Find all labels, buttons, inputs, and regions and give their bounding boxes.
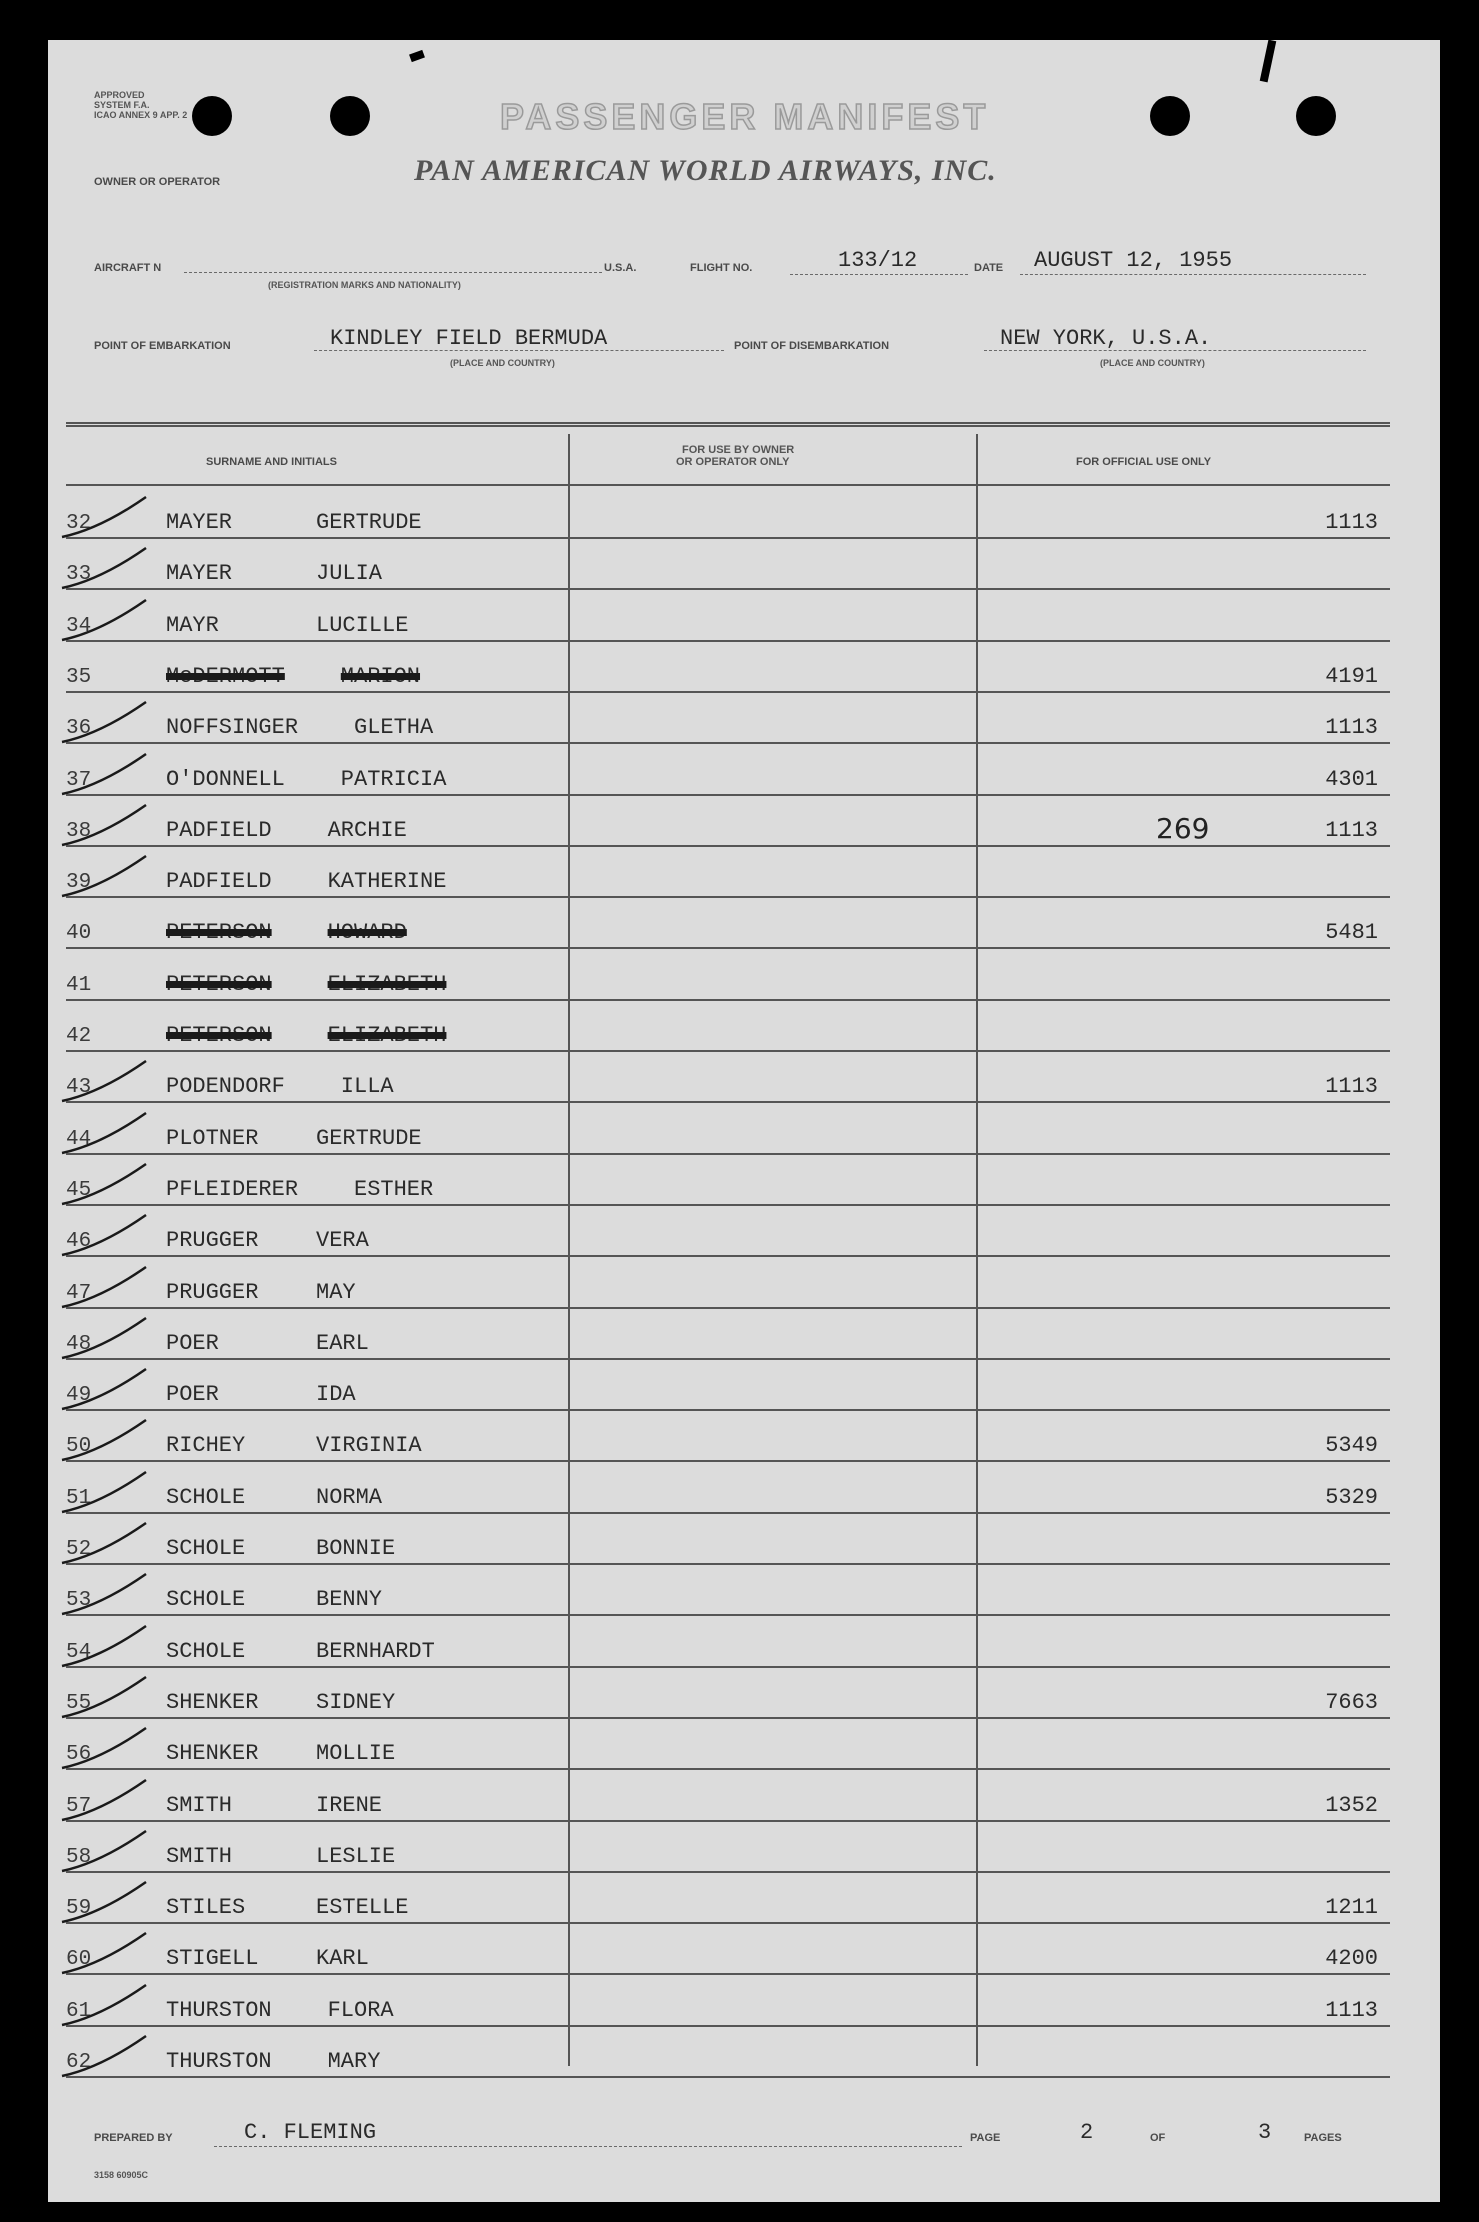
passenger-surname: SCHOLE <box>166 1638 246 1664</box>
row-number: 36 <box>66 717 92 741</box>
row-number: 38 <box>66 819 92 843</box>
row-number: 44 <box>66 1127 92 1151</box>
flight-number: 133/12 <box>838 248 918 273</box>
passenger-given-name: EARL <box>316 1330 369 1356</box>
passenger-surname: SHENKER <box>166 1689 259 1715</box>
passenger-surname: O'DONNELL <box>166 766 285 792</box>
row-number: 45 <box>66 1178 92 1202</box>
prepared-by: C. FLEMING <box>244 2120 377 2145</box>
table-row <box>66 693 1390 744</box>
passenger-surname: POER <box>166 1382 219 1408</box>
row-number: 34 <box>66 614 92 638</box>
table-row <box>66 950 1390 1001</box>
form-title: PASSENGER MANIFEST <box>500 96 990 137</box>
table-row <box>66 1873 1390 1924</box>
official-code: 4200 <box>1325 1946 1378 1972</box>
owner-label: OWNER OR OPERATOR <box>94 176 221 188</box>
table-row <box>66 1206 1390 1257</box>
table-row <box>66 1976 1390 2027</box>
col-header-owner-2: OR OPERATOR ONLY <box>676 456 790 468</box>
passenger-surname: SCHOLE <box>166 1536 246 1561</box>
check-mark-icon <box>60 1312 150 1362</box>
pages-label: PAGES <box>1304 2132 1342 2144</box>
check-mark-icon <box>60 1671 150 1721</box>
flight-line <box>790 274 968 275</box>
embarkation-label: POINT OF EMBARKATION <box>94 340 231 352</box>
official-code: 1113 <box>1325 1074 1378 1100</box>
prepared-by-line <box>214 2146 962 2147</box>
check-mark-icon <box>60 1466 150 1516</box>
pages-total: 3 <box>1258 2120 1272 2145</box>
row-number: 37 <box>66 768 92 792</box>
row-number: 52 <box>66 1538 92 1561</box>
table-row <box>66 2027 1390 2078</box>
passenger-surname: McDERMOTT <box>166 663 285 689</box>
punch-hole-far-right <box>1296 96 1336 136</box>
passenger-surname: PETERSON <box>166 971 272 997</box>
aircraft-label: AIRCRAFT N <box>94 262 162 274</box>
form-number: 3158 60905C <box>94 2170 149 2180</box>
date-line <box>1020 274 1366 275</box>
passenger-surname: PADFIELD <box>166 817 272 843</box>
passenger-surname: PRUGGER <box>166 1279 259 1305</box>
table-row <box>66 1771 1390 1822</box>
passenger-surname: SCHOLE <box>166 1587 246 1613</box>
passenger-given-name: HOWARD <box>327 920 407 946</box>
table-row <box>66 1617 1390 1668</box>
row-number: 61 <box>66 1999 92 2023</box>
table-top-rule <box>66 422 1390 427</box>
table-row <box>66 1411 1390 1462</box>
passenger-given-name: ILLA <box>340 1074 394 1100</box>
disembarkation-caption: (PLACE AND COUNTRY) <box>1100 358 1205 368</box>
passenger-given-name: BERNHARDT <box>316 1638 435 1664</box>
approval-line-3: ICAO ANNEX 9 APP. 2 <box>94 110 188 120</box>
passenger-given-name: LESLIE <box>316 1843 396 1869</box>
col-header-owner-1: FOR USE BY OWNER <box>682 444 795 456</box>
passenger-surname: PETERSON <box>166 920 272 946</box>
embarkation-caption: (PLACE AND COUNTRY) <box>450 358 555 368</box>
passenger-given-name: LUCILLE <box>316 612 409 638</box>
row-number: 60 <box>66 1948 92 1972</box>
official-code: 5481 <box>1325 920 1378 946</box>
check-mark-icon <box>60 1927 150 1977</box>
staple-mark <box>1260 40 1277 83</box>
official-code: 1113 <box>1325 817 1378 843</box>
registration-caption: (REGISTRATION MARKS AND NATIONALITY) <box>268 280 461 290</box>
check-mark-icon <box>60 1209 150 1259</box>
table-row <box>66 1258 1390 1309</box>
check-mark-icon <box>60 1825 150 1875</box>
check-mark-icon <box>60 1979 150 2029</box>
flight-label: FLIGHT NO. <box>690 262 753 274</box>
embarkation-line <box>314 350 724 351</box>
table-row <box>66 1565 1390 1616</box>
row-number: 49 <box>66 1384 92 1408</box>
passenger-surname: THURSTON <box>166 2049 272 2074</box>
passenger-given-name: KATHERINE <box>327 869 447 895</box>
table-row <box>66 1104 1390 1155</box>
nationality: U.S.A. <box>604 262 637 274</box>
passenger-surname: MAYER <box>166 561 233 587</box>
check-mark-icon <box>60 1261 150 1311</box>
official-code: 4301 <box>1325 766 1378 792</box>
row-number: 58 <box>66 1845 92 1869</box>
passenger-given-name: VIRGINIA <box>316 1433 422 1459</box>
passenger-given-name: GERTRUDE <box>316 510 422 535</box>
check-mark-icon <box>60 748 150 798</box>
table-row <box>66 745 1390 796</box>
passenger-given-name: ESTHER <box>354 1176 434 1202</box>
row-number: 57 <box>66 1794 92 1818</box>
check-mark-icon <box>60 1107 150 1157</box>
official-code: 5329 <box>1325 1484 1378 1510</box>
passenger-given-name: ELIZABETH <box>327 1023 447 1048</box>
check-mark-icon <box>60 491 150 541</box>
check-mark-icon <box>60 850 150 900</box>
passenger-given-name: MOLLIE <box>316 1741 396 1767</box>
row-number: 48 <box>66 1332 92 1356</box>
passenger-surname: SMITH <box>166 1843 233 1869</box>
table-row <box>66 539 1390 590</box>
check-mark-icon <box>60 1620 150 1670</box>
approval-line-1: APPROVED <box>94 90 145 100</box>
passenger-surname: RICHEY <box>166 1433 246 1459</box>
official-code: 5349 <box>1325 1433 1378 1459</box>
official-code: 1113 <box>1325 715 1378 741</box>
passenger-surname: MAYER <box>166 510 233 535</box>
punch-hole-right <box>1150 96 1190 136</box>
aircraft-line <box>184 272 602 273</box>
table-row <box>66 1309 1390 1360</box>
passenger-surname: PRUGGER <box>166 1228 259 1254</box>
row-number: 35 <box>66 665 92 689</box>
row-number: 39 <box>66 871 92 895</box>
passenger-surname: NOFFSINGER <box>166 715 299 741</box>
table-row <box>66 1719 1390 1770</box>
passenger-surname: PODENDORF <box>166 1074 285 1100</box>
passenger-surname: THURSTON <box>166 1997 272 2023</box>
passenger-surname: STIGELL <box>166 1946 259 1972</box>
page-number: 2 <box>1080 2120 1094 2145</box>
row-number: 46 <box>66 1230 92 1254</box>
official-code: 1113 <box>1325 510 1378 535</box>
passenger-given-name: MARY <box>327 2049 381 2074</box>
passenger-given-name: JULIA <box>316 561 383 587</box>
official-code: 4191 <box>1325 663 1378 689</box>
passenger-surname: MAYR <box>166 612 219 638</box>
check-mark-icon <box>60 1876 150 1926</box>
row-number: 33 <box>66 563 92 587</box>
prepared-by-label: PREPARED BY <box>94 2132 173 2144</box>
col-header-official: FOR OFFICIAL USE ONLY <box>1076 456 1212 468</box>
check-mark-icon <box>60 1414 150 1464</box>
check-mark-icon <box>60 799 150 849</box>
passenger-given-name: IRENE <box>316 1792 383 1818</box>
passenger-surname: SCHOLE <box>166 1484 246 1510</box>
check-mark-icon <box>60 1517 150 1567</box>
check-mark-icon <box>60 1568 150 1618</box>
official-code: 1352 <box>1325 1792 1378 1818</box>
table-row <box>66 1360 1390 1411</box>
airline-name: PAN AMERICAN WORLD AIRWAYS, INC. <box>414 154 997 187</box>
passenger-surname: SMITH <box>166 1792 233 1818</box>
row-number: 47 <box>66 1281 92 1305</box>
table-row <box>66 591 1390 642</box>
passenger-given-name: MARION <box>340 663 421 689</box>
passenger-surname: STILES <box>166 1895 246 1921</box>
check-mark-icon <box>60 1774 150 1824</box>
disembarkation-point: NEW YORK, U.S.A. <box>1000 326 1212 351</box>
passenger-given-name: GLETHA <box>354 715 434 741</box>
passenger-given-name: ESTELLE <box>316 1895 409 1921</box>
of-label: OF <box>1150 2132 1166 2144</box>
check-mark-icon <box>60 1158 150 1208</box>
row-number: 59 <box>66 1897 92 1921</box>
table-row <box>66 1822 1390 1873</box>
table-row <box>66 1514 1390 1565</box>
row-number: 51 <box>66 1486 92 1510</box>
passenger-given-name: BENNY <box>316 1587 383 1613</box>
check-mark-icon <box>60 542 150 592</box>
disembarkation-line <box>984 350 1366 351</box>
table-row <box>66 1001 1390 1052</box>
row-number: 56 <box>66 1743 92 1767</box>
table-row <box>66 488 1390 539</box>
passenger-given-name: ELIZABETH <box>327 971 447 997</box>
official-code: 1113 <box>1325 1997 1378 2023</box>
passenger-given-name: FLORA <box>327 1997 394 2023</box>
passenger-given-name: VERA <box>316 1228 369 1254</box>
table-row <box>66 1463 1390 1514</box>
row-number: 55 <box>66 1691 92 1715</box>
passenger-surname: PETERSON <box>166 1023 272 1048</box>
row-number: 42 <box>66 1025 92 1048</box>
table-row <box>66 1668 1390 1719</box>
passenger-surname: POER <box>166 1330 219 1356</box>
passenger-surname: PLOTNER <box>166 1125 259 1151</box>
check-mark-icon <box>60 1055 150 1105</box>
passenger-surname: PFLEIDERER <box>166 1176 299 1202</box>
passenger-given-name: PATRICIA <box>340 766 447 792</box>
table-row <box>66 898 1390 949</box>
table-row <box>66 1155 1390 1206</box>
punch-hole-center <box>330 96 370 136</box>
row-number: 40 <box>66 922 92 946</box>
approval-line-2: SYSTEM F.A. <box>94 100 150 110</box>
row-number: 32 <box>66 512 92 535</box>
row-number: 53 <box>66 1589 92 1613</box>
passenger-given-name: BONNIE <box>316 1536 396 1561</box>
official-code: 1211 <box>1325 1895 1378 1921</box>
passenger-given-name: IDA <box>316 1382 356 1408</box>
passenger-given-name: NORMA <box>316 1484 383 1510</box>
row-number: 62 <box>66 2051 92 2074</box>
table-row <box>66 1052 1390 1103</box>
row-number: 50 <box>66 1435 92 1459</box>
disembarkation-label: POINT OF DISEMBARKATION <box>734 340 890 352</box>
check-mark-icon <box>60 2030 150 2080</box>
passenger-surname: PADFIELD <box>166 869 272 895</box>
table-row <box>66 642 1390 693</box>
row-number: 43 <box>66 1076 92 1100</box>
passenger-given-name: KARL <box>316 1946 369 1972</box>
passenger-given-name: ARCHIE <box>327 817 407 843</box>
passenger-given-name: SIDNEY <box>316 1689 396 1715</box>
passenger-given-name: MAY <box>316 1279 356 1305</box>
row-rule <box>66 2076 1390 2078</box>
handwritten-note: 269 <box>1156 812 1210 845</box>
check-mark-icon <box>60 1363 150 1413</box>
check-mark-icon <box>60 696 150 746</box>
official-code: 7663 <box>1325 1689 1378 1715</box>
col-header-surname: SURNAME AND INITIALS <box>206 456 337 468</box>
embarkation-point: KINDLEY FIELD BERMUDA <box>330 326 608 351</box>
check-mark-icon <box>60 594 150 644</box>
row-number: 54 <box>66 1640 92 1664</box>
passenger-given-name: GERTRUDE <box>316 1125 422 1151</box>
check-mark-icon <box>60 1722 150 1772</box>
passenger-surname: SHENKER <box>166 1741 259 1767</box>
page-label: PAGE <box>970 2132 1001 2144</box>
row-number: 41 <box>66 973 92 997</box>
table-row <box>66 1924 1390 1975</box>
date-label: DATE <box>974 262 1004 274</box>
ink-blot <box>409 50 425 62</box>
table-row <box>66 847 1390 898</box>
punch-hole-left <box>192 96 232 136</box>
flight-date: AUGUST 12, 1955 <box>1034 248 1233 273</box>
table-header-rule <box>66 484 1390 486</box>
